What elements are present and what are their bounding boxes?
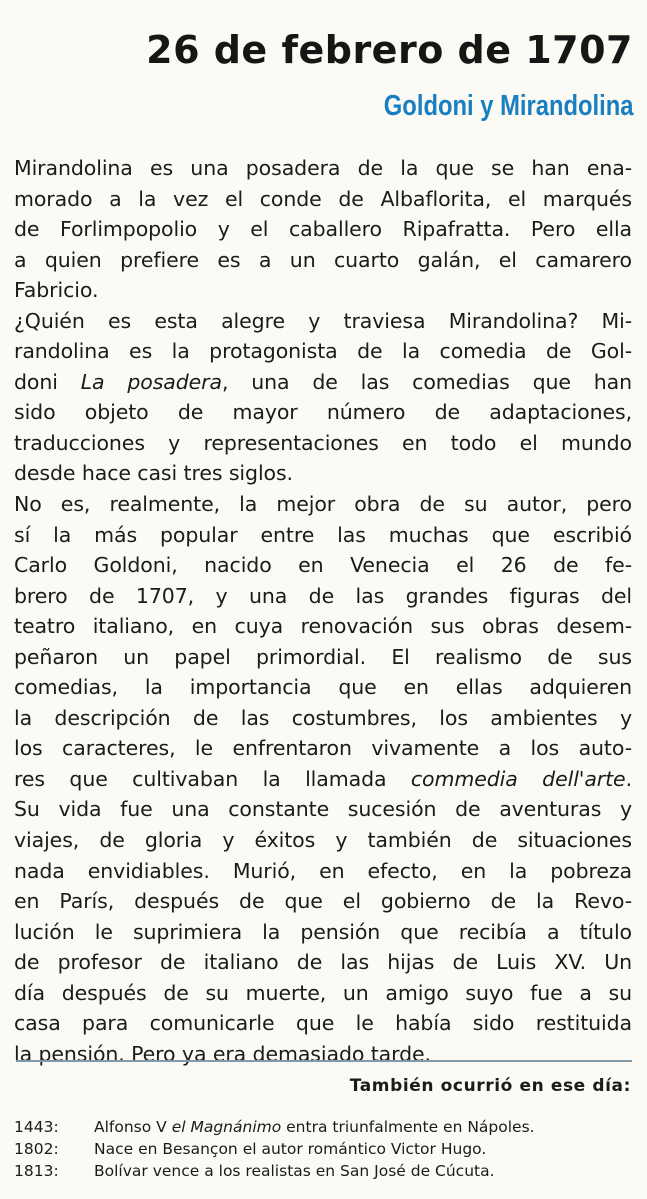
body-line: comedias, la importancia que en ellas adquieren [14,675,632,700]
body-line: traducciones y representaciones en todo el mundo [14,430,632,455]
event-row [14,1160,634,1182]
text-run: entra triunfalmente en Nápoles. [281,1118,535,1136]
body-line: los caracteres, le enfrentaron vivamente a los auto- [14,736,632,761]
body-line: sí la más popular entre las muchas que escribió [14,522,632,547]
body-line: casa para comunicarle que le había sido restituida [14,1011,632,1036]
page-title-date: 26 de febrero de 1707 [146,28,633,72]
body-line: a quien prefiere es a un cuarto galán, el camarero [14,247,632,272]
body-line: Fabricio. [14,278,99,303]
event-year: 1443: [14,1118,59,1136]
event-text: Bolívar vence a los realistas en San José de Cúcuta. [94,1162,495,1180]
event-row [14,1138,634,1160]
body-line: sido objeto de mayor número de adaptaciones, [14,400,632,425]
genre-name: commedia dell'arte [410,766,626,791]
event-text [94,1116,535,1138]
body-line: de profesor de italiano de las hijas de Luis XV. Un [14,950,632,975]
body-line: la descripción de las costumbres, los ambientes y [14,705,632,730]
body-line: Mirandolina es una posadera de la que se han ena- [14,156,632,180]
body-line: nada envidiables. Murió, en efecto, en la pobreza [14,858,632,883]
body-line: en París, después de que el gobierno de la Revo- [14,889,632,914]
body-line-italic [14,367,632,398]
text-run: res que cultivaban la llamada [14,766,411,791]
event-text: Nace en Besançon el autor romántico Victor Hugo. [94,1140,487,1158]
body-line: la pensión. Pero ya era demasiado tarde. [14,1041,431,1066]
body-line: No es, realmente, la mejor obra de su autor, pero [14,492,632,517]
body-line: ¿Quién es esta alegre y traviesa Mirandolina? Mi- [14,308,632,333]
epithet: el Magnánimo [171,1118,282,1136]
body-line: día después de su muerte, un amigo suyo fue a su [14,980,632,1005]
body-line: viajes, de gloria y éxitos y también de situaciones [14,828,632,853]
also-heading: También ocurrió en ese día: [349,1076,631,1096]
body-line: desde hace casi tres siglos. [14,461,293,486]
body-line: lución le suprimiera la pensión que recibía a título [14,919,632,944]
event-row [14,1116,634,1138]
article-subtitle: Goldoni y Mirandolina [383,90,633,122]
events-list [14,1116,634,1182]
body-line: Su vida fue una constante sucesión de aventuras y [14,797,632,822]
body-line-italic [14,764,632,795]
text-run: Alfonso V [94,1118,172,1136]
text-run: , una de las comedias que han [221,369,632,394]
body-line: teatro italiano, en cuya renovación sus obras desem- [14,614,632,639]
event-year: 1802: [14,1140,59,1158]
body-line: randolina es la protagonista de la comedia de Gol- [14,339,632,364]
body-line: de Forlimpopolio y el caballero Ripafratta. Pero ella [14,217,632,242]
section-divider [16,1060,632,1062]
body-line: peñaron un papel primordial. El realismo de sus [14,644,632,669]
event-year: 1813: [14,1162,59,1180]
play-title: La posadera [80,369,222,394]
article-body [14,153,632,1069]
body-line: morado a la vez el conde de Albaflorita, el marqués [14,186,632,211]
body-line: Carlo Goldoni, nacido en Venecia el 26 de fe- [14,553,632,578]
body-line: brero de 1707, y una de las grandes figuras del [14,583,632,608]
text-run: doni [14,369,81,394]
text-run: . [625,766,632,791]
